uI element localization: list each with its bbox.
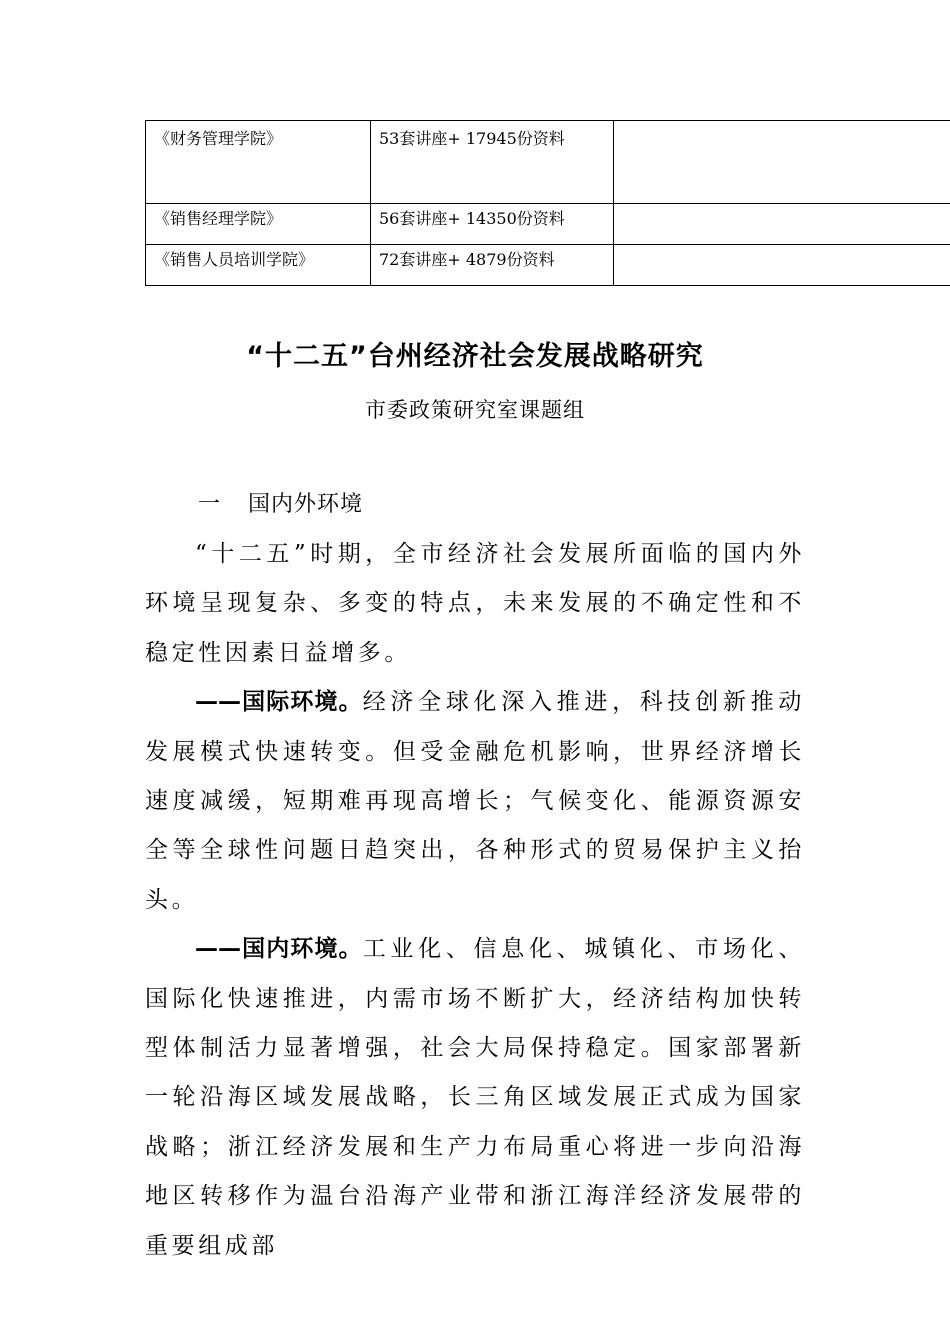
table-cell-detail: 72套讲座+ 4879份资料 bbox=[371, 245, 614, 286]
paragraph-intro: “十二五”时期，全市经济社会发展所面临的国内外环境呈现复杂、多变的特点，未来发展的不确定性和不稳定性因素日益增多。 bbox=[145, 541, 805, 666]
table-cell-note bbox=[614, 204, 950, 245]
table-cell-name: 《销售人员培训学院》 bbox=[146, 245, 371, 286]
table-cell-note bbox=[614, 121, 950, 204]
table-row bbox=[146, 204, 950, 245]
table-cell-note bbox=[614, 245, 950, 286]
paragraph-text-domestic: 工业化、信息化、城镇化、市场化、国际化快速推进，内需市场不断扩大，经济结构加快转型体制活力显著增强，社会大局保持稳定。国家部署新一轮沿海区域发展战略，长三角区域发展正式成为国家战略；浙江经济发展和生产力布局重心将进一步向沿海地区转移作为温台沿海产业带和浙江海洋经济发展带的重要组成部 bbox=[145, 936, 805, 1259]
table-row bbox=[146, 245, 950, 286]
paragraph-lead-domestic: ——国内环境。 bbox=[195, 936, 363, 963]
resource-table bbox=[145, 120, 950, 286]
paragraph-lead-international: ——国际环境。 bbox=[195, 689, 363, 716]
document-title: “十二五”台州经济社会发展战略研究 bbox=[246, 341, 704, 372]
paragraph-text-international: 经济全球化深入推进，科技创新推动发展模式快速转变。但受金融危机影响，世界经济增长速度减缓，短期难再现高增长；气候变化、能源资源安全等全球性问题日趋突出，各种形式的贸易保护主义抬头。 bbox=[145, 689, 805, 913]
section-heading bbox=[198, 487, 363, 518]
table-cell-detail: 56套讲座+ 14350份资料 bbox=[371, 204, 614, 245]
table-cell-name: 《销售经理学院》 bbox=[146, 204, 371, 245]
paragraph-international bbox=[145, 678, 805, 925]
table-row bbox=[146, 121, 950, 204]
body-text bbox=[145, 530, 805, 1271]
table-cell-name: 《财务管理学院》 bbox=[146, 121, 371, 204]
table-cell-detail: 53套讲座+ 17945份资料 bbox=[371, 121, 614, 204]
paragraph-domestic bbox=[145, 925, 805, 1271]
section-number: 一 bbox=[198, 492, 222, 517]
section-heading-text: 国内外环境 bbox=[248, 492, 364, 517]
document-subtitle: 市委政策研究室课题组 bbox=[365, 398, 585, 422]
